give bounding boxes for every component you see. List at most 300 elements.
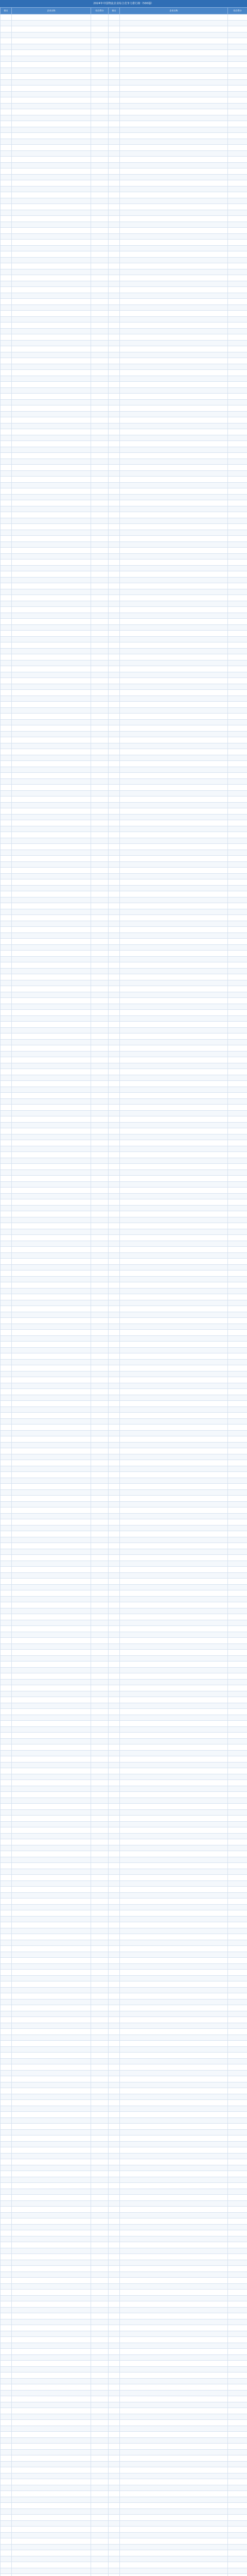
company-cell-2 (120, 1211, 228, 1217)
score-cell-2 (228, 1549, 247, 1555)
company-cell (12, 1098, 91, 1105)
score-cell (91, 2485, 109, 2491)
rank-cell-2 (109, 2207, 120, 2213)
company-cell (12, 1519, 91, 1526)
rank-cell (1, 382, 12, 388)
rank-cell-2 (109, 2461, 120, 2467)
score-cell-2 (228, 323, 247, 329)
score-cell (91, 1229, 109, 1235)
score-cell-2 (228, 2396, 247, 2402)
score-cell-2 (228, 1051, 247, 1057)
rank-cell (1, 477, 12, 483)
company-cell (12, 796, 91, 803)
score-cell (91, 97, 109, 104)
score-cell-2 (228, 1164, 247, 1170)
score-cell-2 (228, 2088, 247, 2094)
company-cell (12, 364, 91, 370)
company-cell (12, 1466, 91, 1472)
rank-cell-2 (109, 1970, 120, 1976)
table-row (1, 2562, 247, 2568)
table-row (1, 1970, 247, 1976)
table-row (1, 32, 247, 38)
score-cell-2 (228, 1188, 247, 1194)
rank-cell-2 (109, 802, 120, 808)
score-cell-2 (228, 1359, 247, 1365)
score-cell (91, 50, 109, 56)
company-cell (12, 1371, 91, 1377)
score-cell (91, 530, 109, 536)
company-cell (12, 1780, 91, 1786)
score-cell (91, 2568, 109, 2574)
rank-cell-2 (109, 257, 120, 263)
company-cell (12, 1928, 91, 1934)
rank-cell-2 (109, 2260, 120, 2266)
score-cell-2 (228, 1934, 247, 1940)
rank-cell (1, 2343, 12, 2349)
company-cell-2 (120, 927, 228, 933)
company-cell (12, 257, 91, 263)
company-cell (12, 2307, 91, 2313)
score-cell-2 (228, 465, 247, 471)
score-cell-2 (228, 1033, 247, 1040)
rank-cell-2 (109, 251, 120, 258)
score-cell-2 (228, 1999, 247, 2005)
rank-cell-2 (109, 1709, 120, 1715)
rank-cell (1, 429, 12, 435)
rank-cell (1, 1555, 12, 1561)
rank-cell (1, 802, 12, 808)
company-cell-2 (120, 909, 228, 915)
rank-cell-2 (109, 1365, 120, 1371)
score-cell (91, 74, 109, 80)
company-cell-2 (120, 1774, 228, 1780)
company-cell-2 (120, 707, 228, 714)
rank-cell-2 (109, 666, 120, 672)
company-cell (12, 1916, 91, 1922)
score-cell-2 (228, 2361, 247, 2367)
rank-cell (1, 2574, 12, 2576)
score-cell-2 (228, 832, 247, 838)
score-cell (91, 1786, 109, 1792)
rank-cell-2 (109, 2538, 120, 2545)
score-cell (91, 2426, 109, 2432)
score-cell-2 (228, 1205, 247, 1211)
company-cell-2 (120, 933, 228, 939)
company-cell (12, 2212, 91, 2218)
score-cell (91, 2064, 109, 2071)
company-cell (12, 2538, 91, 2545)
company-cell-2 (120, 1662, 228, 1668)
score-cell-2 (228, 1093, 247, 1099)
score-cell-2 (228, 850, 247, 856)
table-row (1, 340, 247, 346)
score-cell-2 (228, 20, 247, 26)
score-cell-2 (228, 2497, 247, 2503)
score-cell (91, 1176, 109, 1182)
company-cell-2 (120, 1199, 228, 1206)
score-cell (91, 2527, 109, 2533)
table-row (1, 1454, 247, 1460)
score-cell-2 (228, 14, 247, 21)
table-row (1, 1288, 247, 1294)
company-cell-2 (120, 1128, 228, 1134)
rank-cell (1, 2515, 12, 2521)
table-row (1, 192, 247, 198)
score-cell (91, 1454, 109, 1460)
company-cell (12, 1501, 91, 1507)
score-cell (91, 127, 109, 133)
score-cell (91, 482, 109, 488)
score-cell-2 (228, 1899, 247, 1905)
score-cell (91, 494, 109, 500)
score-cell (91, 1448, 109, 1454)
company-cell (12, 1365, 91, 1371)
company-cell (12, 2106, 91, 2112)
score-cell (91, 1430, 109, 1436)
score-cell (91, 968, 109, 974)
company-cell-2 (120, 1318, 228, 1324)
rank-cell (1, 1584, 12, 1590)
table-row (1, 387, 247, 394)
company-cell-2 (120, 20, 228, 26)
rank-cell-2 (109, 245, 120, 251)
score-cell (91, 2319, 109, 2325)
score-cell (91, 654, 109, 660)
rank-cell-2 (109, 1744, 120, 1751)
score-cell (91, 571, 109, 578)
company-cell-2 (120, 2200, 228, 2207)
company-cell-2 (120, 257, 228, 263)
rank-cell-2 (109, 2141, 120, 2147)
score-cell (91, 2325, 109, 2331)
rank-cell (1, 2171, 12, 2177)
company-cell (12, 1152, 91, 1158)
rank-cell-2 (109, 583, 120, 589)
rank-cell (1, 1039, 12, 1045)
table-row (1, 2402, 247, 2408)
company-cell-2 (120, 1525, 228, 1531)
company-cell-2 (120, 998, 228, 1004)
rank-cell-2 (109, 903, 120, 909)
score-cell (91, 1330, 109, 1336)
score-cell (91, 2515, 109, 2521)
company-cell (12, 1425, 91, 1431)
table-row (1, 826, 247, 832)
table-row (1, 1792, 247, 1798)
rank-cell (1, 115, 12, 121)
rank-cell (1, 133, 12, 139)
company-cell (12, 2082, 91, 2088)
table-row (1, 2171, 247, 2177)
rank-cell-2 (109, 2171, 120, 2177)
rank-cell-2 (109, 186, 120, 192)
table-row (1, 459, 247, 465)
table-row (1, 2153, 247, 2159)
company-cell (12, 2331, 91, 2337)
rank-cell (1, 2248, 12, 2254)
table-row (1, 778, 247, 785)
company-cell-2 (120, 2147, 228, 2154)
rank-cell-2 (109, 1093, 120, 1099)
table-row (1, 1484, 247, 1490)
company-cell-2 (120, 376, 228, 382)
company-cell-2 (120, 1347, 228, 1353)
score-cell (91, 1946, 109, 1952)
score-cell-2 (228, 2437, 247, 2444)
score-cell (91, 2295, 109, 2301)
company-cell-2 (120, 1093, 228, 1099)
score-cell (91, 1999, 109, 2005)
company-cell-2 (120, 678, 228, 684)
rank-cell (1, 2420, 12, 2426)
company-cell-2 (120, 1098, 228, 1105)
table-row (1, 678, 247, 684)
rank-cell (1, 1425, 12, 1431)
score-cell (91, 1756, 109, 1762)
score-cell (91, 2266, 109, 2272)
rank-cell-2 (109, 1205, 120, 1211)
table-row (1, 174, 247, 180)
score-cell-2 (228, 2343, 247, 2349)
rank-cell-2 (109, 2444, 120, 2450)
rank-cell (1, 470, 12, 477)
table-row (1, 417, 247, 423)
company-cell-2 (120, 1472, 228, 1478)
company-cell-2 (120, 1365, 228, 1371)
table-row (1, 1940, 247, 1946)
score-cell-2 (228, 2349, 247, 2355)
rank-cell-2 (109, 506, 120, 512)
score-cell (91, 1122, 109, 1128)
table-row (1, 1027, 247, 1033)
score-cell (91, 2544, 109, 2550)
table-row (1, 719, 247, 725)
company-cell-2 (120, 459, 228, 465)
rank-cell (1, 1999, 12, 2005)
company-cell-2 (120, 2017, 228, 2023)
score-cell-2 (228, 1679, 247, 1685)
table-row (1, 2295, 247, 2301)
score-cell (91, 2153, 109, 2159)
score-cell-2 (228, 38, 247, 44)
score-cell-2 (228, 743, 247, 749)
company-cell-2 (120, 2129, 228, 2136)
rank-cell-2 (109, 2527, 120, 2533)
company-cell (12, 2147, 91, 2154)
table-row (1, 933, 247, 939)
rank-cell (1, 2366, 12, 2372)
rank-cell (1, 785, 12, 791)
company-cell-2 (120, 2248, 228, 2254)
company-cell-2 (120, 2100, 228, 2106)
company-cell (12, 2165, 91, 2171)
score-cell-2 (228, 2515, 247, 2521)
score-cell (91, 1069, 109, 1075)
rank-cell-2 (109, 2532, 120, 2538)
score-cell-2 (228, 1401, 247, 1407)
company-cell (12, 1809, 91, 1816)
company-cell (12, 1128, 91, 1134)
rank-cell-2 (109, 1981, 120, 1988)
company-cell (12, 2064, 91, 2071)
score-cell (91, 1519, 109, 1526)
table-row (1, 802, 247, 808)
score-cell (91, 2058, 109, 2064)
rank-cell (1, 2064, 12, 2071)
rank-cell-2 (109, 956, 120, 962)
company-cell (12, 1110, 91, 1116)
table-row (1, 1413, 247, 1419)
score-cell-2 (228, 1413, 247, 1419)
score-cell-2 (228, 1650, 247, 1656)
score-cell-2 (228, 1288, 247, 1294)
score-cell-2 (228, 2082, 247, 2088)
company-cell-2 (120, 1899, 228, 1905)
rank-cell (1, 571, 12, 578)
rank-cell (1, 1229, 12, 1235)
company-cell-2 (120, 32, 228, 38)
company-cell-2 (120, 2207, 228, 2213)
score-cell (91, 1022, 109, 1028)
score-cell (91, 1353, 109, 1360)
table-row (1, 749, 247, 755)
rank-cell-2 (109, 1122, 120, 1128)
company-cell (12, 20, 91, 26)
header-rank: 排名 (1, 8, 12, 14)
rank-cell (1, 2520, 12, 2527)
rank-cell (1, 162, 12, 168)
company-cell-2 (120, 97, 228, 104)
score-cell-2 (228, 1383, 247, 1389)
score-cell (91, 778, 109, 785)
company-cell (12, 1022, 91, 1028)
score-cell (91, 1235, 109, 1241)
score-cell (91, 2165, 109, 2171)
company-cell (12, 482, 91, 488)
rank-cell (1, 323, 12, 329)
score-cell (91, 868, 109, 874)
score-cell-2 (228, 1916, 247, 1922)
score-cell (91, 1602, 109, 1608)
score-cell (91, 998, 109, 1004)
rank-cell-2 (109, 672, 120, 678)
rank-cell (1, 198, 12, 204)
rank-cell (1, 1839, 12, 1845)
company-cell-2 (120, 139, 228, 145)
company-cell (12, 1252, 91, 1259)
company-cell-2 (120, 796, 228, 803)
score-cell-2 (228, 684, 247, 690)
company-cell-2 (120, 2444, 228, 2450)
score-cell-2 (228, 1134, 247, 1140)
company-cell-2 (120, 1252, 228, 1259)
rank-cell-2 (109, 1952, 120, 1958)
rank-cell (1, 541, 12, 548)
rank-cell (1, 719, 12, 725)
company-cell (12, 1970, 91, 1976)
company-cell-2 (120, 180, 228, 187)
company-cell-2 (120, 648, 228, 654)
company-cell-2 (120, 868, 228, 874)
company-cell (12, 2390, 91, 2396)
score-cell-2 (228, 1596, 247, 1602)
rank-cell-2 (109, 417, 120, 423)
score-cell (91, 624, 109, 631)
company-cell (12, 2503, 91, 2509)
company-cell (12, 1987, 91, 1993)
score-cell (91, 2147, 109, 2154)
company-cell-2 (120, 2556, 228, 2562)
rank-cell-2 (109, 2153, 120, 2159)
score-cell (91, 1922, 109, 1928)
rank-cell-2 (109, 992, 120, 998)
score-cell (91, 2023, 109, 2029)
company-cell (12, 873, 91, 879)
company-cell-2 (120, 1188, 228, 1194)
company-cell-2 (120, 79, 228, 86)
rank-cell (1, 139, 12, 145)
score-cell-2 (228, 1762, 247, 1768)
score-cell (91, 642, 109, 649)
company-cell-2 (120, 773, 228, 779)
company-cell (12, 346, 91, 352)
rank-cell (1, 168, 12, 175)
score-cell (91, 1750, 109, 1756)
score-cell (91, 145, 109, 151)
table-row (1, 1110, 247, 1116)
company-cell-2 (120, 838, 228, 844)
company-cell (12, 1241, 91, 1247)
score-cell (91, 2248, 109, 2254)
table-row (1, 14, 247, 21)
table-row (1, 873, 247, 879)
rank-cell (1, 2449, 12, 2455)
score-cell-2 (228, 2455, 247, 2462)
score-cell-2 (228, 1869, 247, 1875)
table-row (1, 1632, 247, 1638)
table-row (1, 861, 247, 868)
score-cell (91, 2070, 109, 2076)
score-cell (91, 891, 109, 897)
table-row (1, 565, 247, 571)
rank-cell-2 (109, 1229, 120, 1235)
company-cell-2 (120, 2420, 228, 2426)
rank-cell-2 (109, 1958, 120, 1964)
rank-cell-2 (109, 1851, 120, 1857)
score-cell-2 (228, 636, 247, 642)
rank-cell-2 (109, 240, 120, 246)
rank-cell-2 (109, 1347, 120, 1353)
score-cell-2 (228, 939, 247, 945)
score-cell (91, 802, 109, 808)
score-cell (91, 986, 109, 992)
company-cell-2 (120, 281, 228, 287)
rank-cell (1, 2337, 12, 2343)
company-cell-2 (120, 1910, 228, 1917)
rank-cell-2 (109, 1685, 120, 1691)
table-row (1, 1318, 247, 1324)
score-cell-2 (228, 127, 247, 133)
company-cell (12, 1116, 91, 1123)
rank-cell-2 (109, 435, 120, 441)
company-cell-2 (120, 316, 228, 323)
table-row (1, 1697, 247, 1703)
score-cell-2 (228, 536, 247, 542)
score-cell (91, 1590, 109, 1597)
score-cell-2 (228, 553, 247, 560)
score-cell-2 (228, 2070, 247, 2076)
rank-cell (1, 2254, 12, 2260)
